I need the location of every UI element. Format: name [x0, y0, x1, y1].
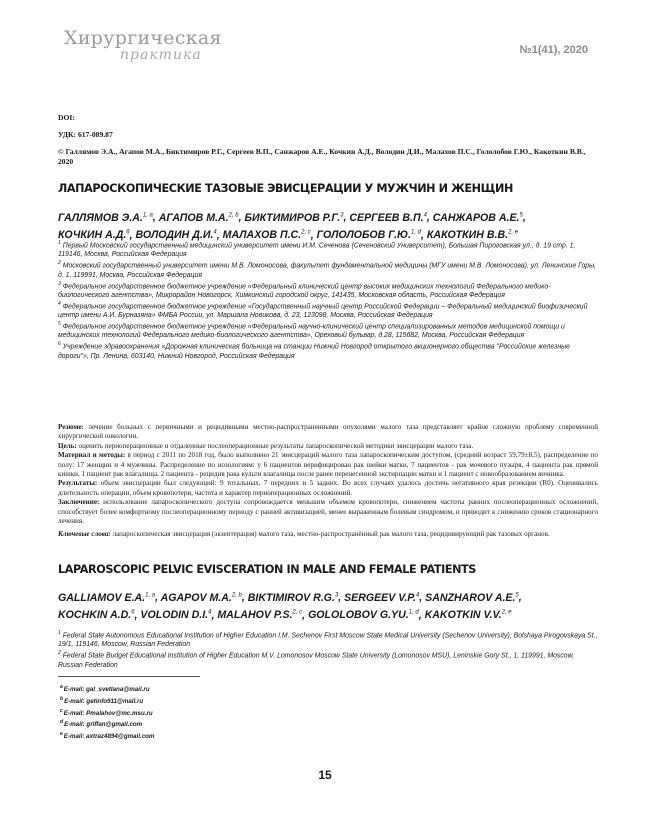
article-title-en: LAPAROSCOPIC PELVIC EVISCERATION IN MALE AND FEMALE PATIENTS	[58, 563, 476, 576]
author: SERGEEV V.P.$^4$	[344, 591, 420, 604]
affiliation: $^1$ Первый Московский государственный медицинский университет имени И.М. Сеченова (Сеченовский Университет), Большая Пироговская ул., д. 19 стр. 1, 119146, Москва, Российская Федерация	[58, 240, 576, 259]
issue-number: №1(41), 2020	[519, 44, 588, 56]
affiliation: $^5$ Федеральное государственное бюджетное учреждение «Федеральный научно-клинический центр специализированных методов медицинской помощи и медицинских технологий Федерального медико-биологического агентства», Ореховый бульвар, д.28, 115682, Москва, Российская Федерация	[58, 321, 565, 340]
affiliation: $^1$ Federal State Autonomous Educational Institution of Higher Education I.M. Sechenov First Moscow State Medical University (Sechenov University); Bolshaya Pirogovskaya St., 19/1, 119146, Moscow, Russian Federation	[58, 630, 598, 649]
abstract-results: Результаты: объем эвисцерации был следующий: 9 тотальных, 7 передних и 5 задних. Во всех случаях удалось достичь негативного края резекции (R0). Оценивались длительность операции, объем кровопотери, частота и характер периоперационных осложнений.	[58, 479, 598, 497]
footnote-divider	[58, 676, 200, 677]
author: МАЛАХОВ П.С.$^{2, c}$	[222, 229, 311, 242]
affiliation: $^2$ Federal State Budget Educational Institution of Higher Education M.V. Lomonosov Moscow State University (Lomonosov MSU), Leninskie Gory St., 1, 119991, Moscow, Russian Federation	[58, 650, 575, 669]
abstract-summary: Резюме: лечение больных с первичными и рецидивными местно-распространенными опухолями малого таза представляет крайне сложную проблему современной хирургической онкологии.	[58, 423, 598, 441]
udk-line: УДК: 617-089.87	[58, 130, 113, 139]
author: АГАПОВ М.А.$^{2, b}$	[158, 211, 239, 224]
abstract-methods: Материал и методы: в период с 2011 по 2018 год, было выполнено 21 эвисцераций малого таза лапароскопическим доступом, (средний возраст 59,79±8,5), распределение по полу: 17 женщин и 4 мужчины. Распределение по нозологиям: у 6 пациентов верифицирован рак шейки матки, 7 пациентов - рак мочевого пузыря, 4 пациента рак прямой кишки, 1 пациент рак влагалища, 2 пациента - рецидив рака культи влагалища после ранее перенесенной экстирпации матки и 1 пациент с новообразованием яичника.	[58, 451, 598, 479]
abstract-conclusion: Заключение: использование лапароскопического доступа сопровождается меньшим объемом кровопотери, снижением частоты ранних послеоперационных осложнений, способствует более комфортному послеоперационному периоду с ранней активизацией, менее выраженным болевым синдромом, и приводит к снижению сроков стационарного лечения.	[58, 498, 598, 526]
author: KAKOTKIN V.V.$^{2, e}$	[424, 609, 512, 622]
email-item[interactable]: $^b$E-mail: getinfo911@mail.ru	[60, 695, 144, 705]
author-emails	[60, 683, 154, 742]
author: GOLOLOBOV G.YU.$^{1, d}$	[308, 609, 419, 622]
author: КАКОТКИН В.В.$^{2, e}$	[426, 229, 519, 242]
email-item[interactable]: $^a$E-mail: gal_svetlana@mail.ru	[60, 684, 150, 694]
author: ГОЛОЛОБОВ Г.Ю.$^{1, d}$	[316, 229, 422, 242]
author: КОЧКИН А.Д.$^6$	[58, 229, 130, 242]
author: VOLODIN D.I.$^4$	[140, 609, 212, 622]
author: SANZHAROV A.E.$^5$	[425, 591, 519, 604]
article-title-ru: ЛАПАРОСКОПИЧЕСКИЕ ТАЗОВЫЕ ЭВИСЦЕРАЦИИ У МУЖЧИН И ЖЕНЩИН	[58, 182, 513, 195]
affiliation: $^2$ Московский государственный университет имени М.В. Ломоносова, факультет фундаментальной медицины (МГУ имени М.В. Ломоносова), ул. Ленинские Горы, д. 1, 119991, Москва, Российская Федерация	[58, 260, 597, 279]
page-number: 15	[318, 768, 332, 782]
keywords-text: лапароскопическая эвисцерация (экзентерация) малого таза, местно-распространённый рак малого таза, рецидивирующий рак тазовых органов.	[112, 530, 550, 538]
author: ГАЛЛЯМОВ Э.А.$^{1, a}$	[58, 211, 153, 224]
author: СЕРГЕЕВ В.П.$^4$	[349, 211, 427, 224]
authors-en: GALLIAMOV E.A.$^{1, a}$, AGAPOV M.A.$^{2, b}$, BIKTIMIROV R.G.$^3$, SERGEEV V.P.$^4$, SANZHAROV A.E.$^5$, KOCHKIN A.D.$^6$, VOLODIN D.I.$^4$, MALAHOV P.S.$^{2, c}$, GOLOLOBOV G.YU.$^{1, d}$, KAKOTKIN V.V.$^{2, e}$	[58, 591, 522, 622]
author: САНЖАРОВ А.Е.$^5$	[432, 211, 523, 224]
journal-subtitle: практика	[120, 47, 202, 63]
affiliation: $^4$ Федеральное государственное бюджетное учреждение «Государственный научный центр Российской Федерации – Федеральный медицинский биофизический центр имени А.И. Бурназяна» ФМБА России, ул. Маршала Новикова, д. 23, 123098, Москва, Российская Федерация	[58, 300, 588, 320]
affiliations-en	[58, 629, 598, 670]
keywords-ru	[58, 530, 598, 539]
email-item[interactable]: $^c$E-mail: Pmalahov@mc.msu.ru	[60, 707, 153, 717]
email-item[interactable]: $^e$E-mail: axtraz4894@gmail.com	[60, 731, 155, 741]
keywords-label: Ключевые слова:	[58, 530, 111, 538]
abstract-aim: Цель: оценить периоперационные и отдаленные послеоперационные результаты лапароскопической методики эвисцерации малого таза.	[58, 441, 474, 450]
email-item[interactable]: $^d$E-mail: griffan@gmail.com	[60, 719, 143, 729]
author: MALAHOV P.S.$^{2, c}$	[217, 609, 303, 622]
affiliation: $^3$ Федеральное государственное бюджетное учреждение «Федеральный клинический центр высоких медицинских технологий Федерального медико-биологического агентства», Микрорайон Новогорск, Химкинский городской округ, 141435, Московская область, Российская Федерация	[58, 280, 551, 299]
journal-logo	[64, 28, 222, 63]
author: GALLIAMOV E.A.$^{1, a}$	[58, 591, 156, 604]
affiliations-ru	[58, 239, 598, 361]
affiliation: $^6$ Учреждение здравоохранения «Дорожная клиническая больница на станции Нижний Новгород открытого акционерного общества "Российские железные дороги"», Пр. Ленина, 603140, Нижний Новгород, Российская Федерация	[58, 341, 571, 360]
doi-line: DOI:	[58, 113, 75, 122]
abstract-ru	[58, 423, 598, 526]
author: BIKTIMIROV R.G.$^3$	[247, 591, 339, 604]
author: KOCHKIN A.D.$^6$	[58, 609, 135, 622]
author: ВОЛОДИН Д.И.$^4$	[135, 229, 217, 242]
journal-title: Хирургическая	[64, 27, 222, 49]
authors-ru: ГАЛЛЯМОВ Э.А.$^{1, a}$, АГАПОВ М.А.$^{2, b}$, БИКТИМИРОВ Р.Г.$^3$, СЕРГЕЕВ В.П.$^4$, САНЖАРОВ А.Е.$^5$, КОЧКИН А.Д.$^6$, ВОЛОДИН Д.И.$^4$, МАЛАХОВ П.С.$^{2, c}$, ГОЛОЛОБОВ Г.Ю.$^{1, d}$, КАКОТКИН В.В.$^{2, e}$	[58, 211, 526, 242]
author: БИКТИМИРОВ Р.Г.$^3$	[244, 211, 344, 224]
copyright-line: © Галлямов Э.А., Агапов М.А., Биктимиров Р.Г., Сергеев В.П., Санжаров А.Е., Кочкин А.Д., Володин Д.И., Малахов П.С., Гололобов Г.Ю., Какоткин В.В., 2020	[58, 147, 586, 166]
author: AGAPOV M.A.$^{2, b}$	[160, 591, 242, 604]
